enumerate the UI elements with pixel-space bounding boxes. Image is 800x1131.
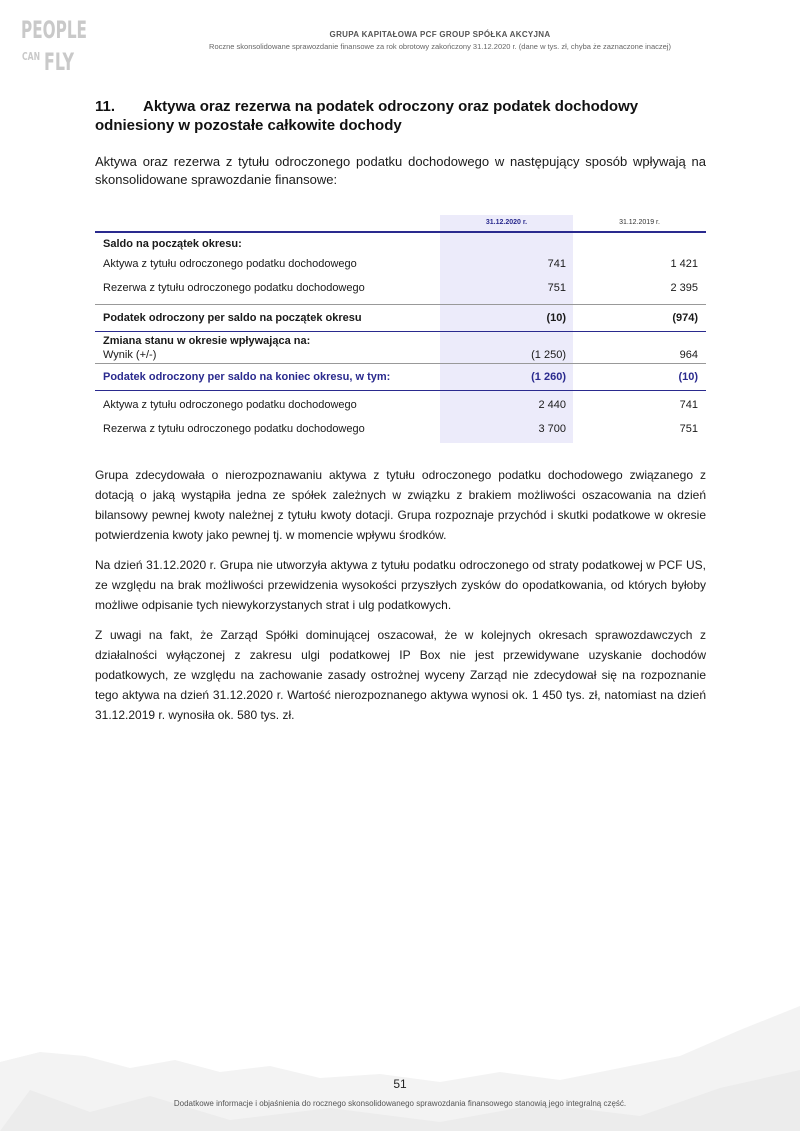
page-number: 51: [393, 1077, 407, 1091]
row-value-2020: 751: [547, 282, 566, 294]
row-value-2019: 964: [679, 349, 698, 361]
paragraph-1: Grupa zdecydowała o nierozpoznawaniu aktywa z tytułu odroczonego podatku dochodowego związanego z dotacją o jaką wystąpiła jedna ze spółek zależnych w związku z brakiem możliwości oszacowania na dzień bilansowy pewnej kwoty należnej z tytułu kwoty dotacji. Grupa rozpoznaje przychód i skutki podatkowe w okresie potwierdzenia kwoty jako pewnej tj. w momencie wpływu środków.: [95, 468, 706, 542]
section-heading: [95, 97, 706, 135]
row-label: Saldo na początek okresu:: [103, 238, 242, 250]
row-label: Aktywa z tytułu odroczonego podatku dochodowego: [103, 258, 357, 270]
footer-mountains-decoration: [0, 1000, 800, 1131]
footer-note: Dodatkowe informacje i objaśnienia do rocznego skonsolidowanego sprawozdania finansowego stanowią jego integralną część.: [173, 1099, 627, 1108]
header-col-2020: 31.12.2020 r.: [485, 219, 528, 226]
row-value-2020: 2 440: [538, 399, 566, 411]
row-label: Rezerwa z tytułu odroczonego podatku dochodowego: [103, 423, 365, 435]
row-label: Aktywa z tytułu odroczonego podatku dochodowego: [103, 399, 357, 411]
table-row: [95, 305, 706, 332]
main-content: [95, 97, 706, 735]
header-company: GRUPA KAPITAŁOWA PCF GROUP SPÓŁKA AKCYJNA: [329, 30, 551, 39]
row-value-2020: (1 250): [531, 349, 566, 361]
header-col-2019: 31.12.2019 r.: [619, 219, 660, 226]
row-value-2020: 3 700: [538, 423, 566, 435]
table-row: [95, 279, 706, 305]
section-number: 11.: [95, 98, 116, 115]
logo-line-1: PEOPLE: [21, 16, 87, 44]
row-value-2019: 2 395: [670, 282, 698, 294]
row-label: Podatek odroczony per saldo na początek okresu: [103, 312, 362, 324]
paragraph-2: Na dzień 31.12.2020 r. Grupa nie utworzyła aktywa z tytułu podatku odroczonego od straty podatkowej w PCF US, ze względu na brak możliwości przewidzenia wysokości przyszłych zysków do opodatkowania, od których byłoby możliwe odpisanie tych niewykorzystanych strat i ulg podatkowych.: [95, 558, 706, 612]
intro-paragraph: Aktywa oraz rezerwa z tytułu odroczonego podatku dochodowego w następujący sposób wpływają na skonsolidowane sprawozdanie finansowe:: [95, 154, 706, 187]
row-value-2019: 741: [679, 399, 698, 411]
header-subtitle: Roczne skonsolidowane sprawozdanie finansowe za rok obrotowy zakończony 31.12.2020 r. (dane w tys. zł, chyba że zaznaczone inaczej): [209, 42, 671, 51]
paragraph-3: Z uwagi na fakt, że Zarząd Spółki dominującej oszacował, że w kolejnych okresach sprawozdawczych z działalności wyłączonej z zakresu ulgi podatkowej IP Box nie jest przewidywane uzyskanie dochodów podatkowych, ze względu na zachowanie zasady ostrożnej wyceny Zarząd nie zdecydował się na rozpoznanie tego aktywa na dzień 31.12.2020 r. Wartość nierozpoznanego aktywa wynosi ok. 1 450 tys. zł, natomiast na dzień 31.12.2019 r. wynosiła ok. 580 tys. zł.: [95, 628, 706, 722]
row-value-2020: 741: [547, 258, 566, 270]
deferred-tax-table: [95, 215, 706, 443]
row-label: Podatek odroczony per saldo na koniec okresu, w tym:: [103, 371, 391, 383]
section-title-line-2-text: odniesiony w pozostałe całkowite dochody: [95, 117, 402, 134]
table-row: [95, 415, 706, 443]
table-header: [95, 215, 706, 233]
section-title-line-1: Aktywa oraz rezerwa na podatek odroczony oraz podatek dochodowy: [143, 98, 639, 115]
table-row: [95, 255, 706, 279]
row-value-2019: (10): [678, 371, 698, 383]
row-value-2020: (10): [546, 312, 566, 324]
row-label: Wynik (+/-): [103, 349, 157, 361]
row-label: Rezerwa z tytułu odroczonego podatku dochodowego: [103, 282, 365, 294]
logo-line-2b: FLY: [44, 48, 75, 76]
table-row: [95, 332, 706, 364]
row-value-2019: 1 421: [670, 258, 698, 270]
table-row: [95, 233, 706, 255]
page-header: [100, 30, 780, 51]
row-value-2019: (974): [672, 312, 698, 324]
logo-line-2a: CAN: [22, 50, 40, 63]
row-label: Zmiana stanu w okresie wpływająca na:: [103, 335, 311, 347]
notes-paragraphs: [95, 465, 706, 725]
table-row: [95, 364, 706, 391]
row-value-2019: 751: [679, 423, 698, 435]
row-value-2020: (1 260): [531, 371, 566, 383]
section-title-line-2: [95, 116, 706, 135]
people-can-fly-logo: [20, 14, 90, 74]
table-row: [95, 391, 706, 415]
